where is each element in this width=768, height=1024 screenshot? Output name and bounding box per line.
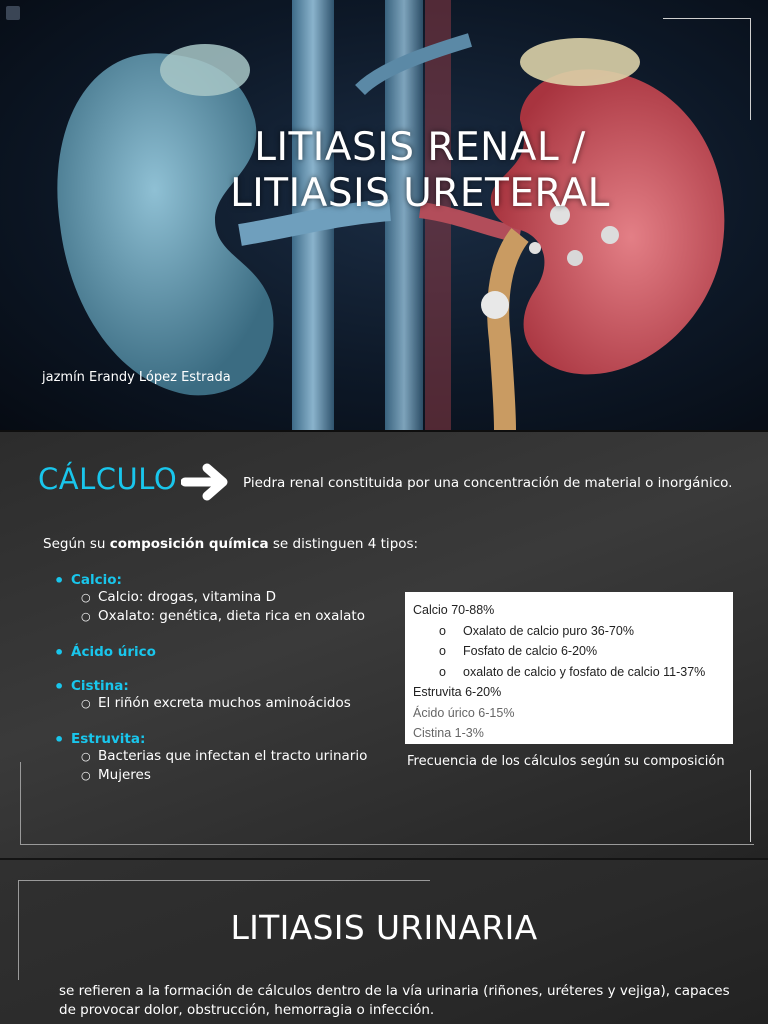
calculo-slide bbox=[0, 432, 768, 858]
litiasis-urinaria-slide bbox=[0, 860, 768, 1024]
litiasis-urinaria-text: se refieren a la formación de cálculos dentro de la vía urinaria (riñones, uréteres y vejiga), capaces de provocar dolor, obstrucción, hemorragia o infección. bbox=[59, 983, 730, 1018]
title-slide bbox=[0, 0, 768, 430]
calculo-heading: CÁLCULO bbox=[38, 462, 178, 496]
type-acido-urico: • Ácido úrico bbox=[54, 644, 394, 660]
frame-line-bottom bbox=[20, 844, 754, 845]
list-item: ○ Calcio: drogas, vitamina D bbox=[54, 588, 394, 607]
table-row: Estruvita 6-20% bbox=[413, 685, 502, 699]
litiasis-urinaria-heading: LITIASIS URINARIA bbox=[230, 908, 538, 947]
table-row: Ácido úrico 6-15% bbox=[413, 705, 515, 720]
table-row: o Fosfato de calcio 6-20% bbox=[413, 641, 725, 662]
arrow-right-icon bbox=[181, 460, 235, 504]
title-line-1: LITIASIS RENAL / bbox=[254, 125, 586, 170]
table-row: Cistina 1-3% bbox=[413, 726, 484, 740]
title-line-2: LITIASIS URETERAL bbox=[230, 171, 610, 216]
table-caption: Frecuencia de los cálculos según su composición bbox=[407, 754, 725, 769]
list-item: ○ Bacterias que infectan el tracto urinario bbox=[54, 747, 394, 766]
slide-title bbox=[200, 125, 640, 217]
type-cistina: • Cistina: bbox=[54, 678, 394, 694]
table-row: o oxalato de calcio y fosfato de calcio 11-37% bbox=[413, 662, 725, 683]
frame-line-top bbox=[663, 18, 751, 19]
calculo-definition: Piedra renal constituida por una concentración de material o inorgánico. bbox=[243, 475, 733, 491]
intro-text: Según su composición química se distinguen 4 tipos: bbox=[43, 536, 419, 552]
corner-marker bbox=[6, 6, 20, 20]
frame-line-right bbox=[750, 18, 751, 120]
list-item: ○ Mujeres bbox=[54, 766, 394, 785]
type-calcio: • Calcio: bbox=[54, 572, 394, 588]
stone-types-list bbox=[54, 572, 394, 785]
table-row: Calcio 70-88% bbox=[413, 603, 495, 617]
table-row: o Oxalato de calcio puro 36-70% bbox=[413, 621, 725, 642]
list-item: ○ Oxalato: genética, dieta rica en oxalato bbox=[54, 607, 394, 626]
type-estruvita: • Estruvita: bbox=[54, 731, 394, 747]
frame-line-right bbox=[750, 770, 751, 842]
frame-line-top bbox=[18, 880, 430, 881]
list-item: ○ El riñón excreta muchos aminoácidos bbox=[54, 694, 394, 713]
frequency-table bbox=[405, 592, 733, 744]
author-name: jazmín Erandy López Estrada bbox=[42, 370, 231, 385]
frame-line-left bbox=[20, 762, 21, 844]
